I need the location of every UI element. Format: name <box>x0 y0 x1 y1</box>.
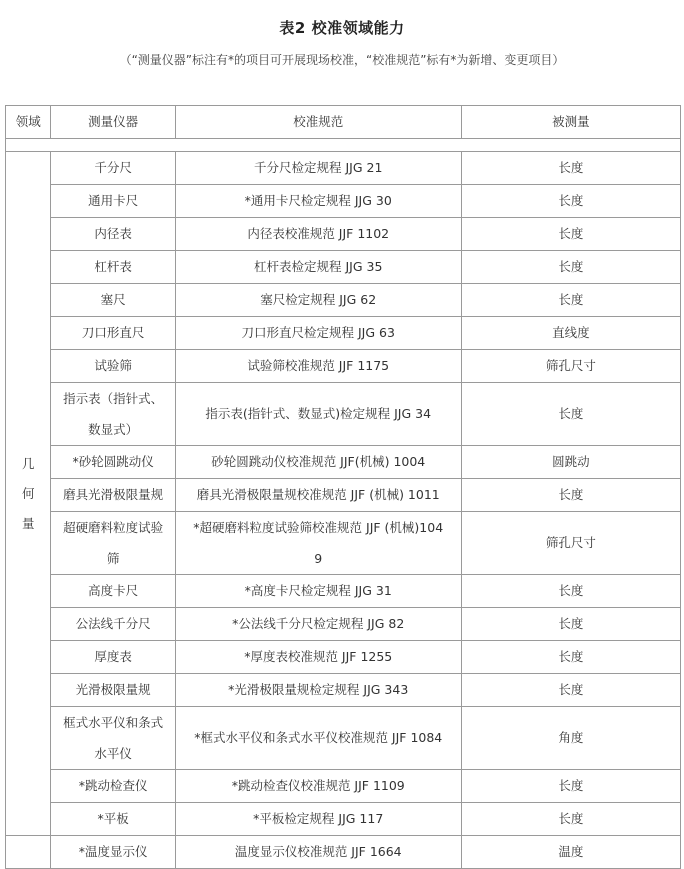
table-row <box>6 218 681 251</box>
table-title: 表2 校准领域能力 <box>279 19 405 37</box>
spec-cell: *光滑极限量规检定规程 JJG 343 <box>175 674 461 707</box>
table-row <box>6 479 681 512</box>
measurand-cell: 圆跳动 <box>461 446 680 479</box>
header-instrument: 测量仪器 <box>51 106 175 139</box>
spec-cell: 指示表(指针式、数显式)检定规程 JJG 34 <box>175 383 461 446</box>
instrument-cell: 试验筛 <box>51 350 175 383</box>
spec-cell: 砂轮圆跳动仪校准规范 JJF(机械) 1004 <box>175 446 461 479</box>
table-row <box>6 350 681 383</box>
instrument-cell: *平板 <box>51 803 175 836</box>
instrument-cell: 内径表 <box>51 218 175 251</box>
domain-char: 几 <box>21 455 35 471</box>
measurand-cell: 长度 <box>461 674 680 707</box>
measurand-cell: 长度 <box>461 152 680 185</box>
measurand-cell: 长度 <box>461 770 680 803</box>
instrument-cell: 高度卡尺 <box>51 575 175 608</box>
spec-cell: 磨具光滑极限量规校准规范 JJF (机械) 1011 <box>175 479 461 512</box>
measurand-cell: 角度 <box>461 707 680 770</box>
spec-cell: *厚度表校准规范 JJF 1255 <box>175 641 461 674</box>
instrument-cell: 刀口形直尺 <box>51 317 175 350</box>
instrument-cell: *温度显示仪 <box>51 836 175 869</box>
table-row <box>6 185 681 218</box>
measurand-cell: 筛孔尺寸 <box>461 350 680 383</box>
spec-line: *超硬磨料粒度试验筛校准规范 JJF (机械)104 <box>193 520 444 535</box>
instrument-line: 超硬磨料粒度试验 <box>63 520 164 535</box>
spec-cell: 杠杆表检定规程 JJG 35 <box>175 251 461 284</box>
instrument-cell: 塞尺 <box>51 284 175 317</box>
instrument-cell: 通用卡尺 <box>51 185 175 218</box>
spec-cell: 塞尺检定规程 JJG 62 <box>175 284 461 317</box>
spec-cell: *平板检定规程 JJG 117 <box>175 803 461 836</box>
spacer-row <box>6 139 681 152</box>
instrument-cell: *跳动检查仪 <box>51 770 175 803</box>
spacer-cell <box>6 139 681 152</box>
spec-cell: 温度显示仪校准规范 JJF 1664 <box>175 836 461 869</box>
table-row <box>6 707 681 770</box>
instrument-cell <box>51 707 175 770</box>
instrument-cell <box>51 512 175 575</box>
table-row <box>6 641 681 674</box>
spec-cell: 刀口形直尺检定规程 JJG 63 <box>175 317 461 350</box>
spec-line: 9 <box>314 551 323 566</box>
measurand-cell: 长度 <box>461 284 680 317</box>
spec-cell: *框式水平仪和条式水平仪校准规范 JJF 1084 <box>175 707 461 770</box>
header-measurand: 被测量 <box>461 106 680 139</box>
measurand-cell: 长度 <box>461 479 680 512</box>
instrument-cell: 千分尺 <box>51 152 175 185</box>
instrument-cell: 磨具光滑极限量规 <box>51 479 175 512</box>
spec-cell: *公法线千分尺检定规程 JJG 82 <box>175 608 461 641</box>
domain-char: 何 <box>21 485 35 501</box>
instrument-line: 数显式） <box>88 422 139 437</box>
measurand-cell: 温度 <box>461 836 680 869</box>
calibration-table <box>5 105 681 869</box>
table-row <box>6 608 681 641</box>
spec-cell: *跳动检查仪校准规范 JJF 1109 <box>175 770 461 803</box>
instrument-line: 水平仪 <box>94 746 132 761</box>
measurand-cell: 筛孔尺寸 <box>461 512 680 575</box>
table-row <box>6 836 681 869</box>
spec-cell: 试验筛校准规范 JJF 1175 <box>175 350 461 383</box>
measurand-cell: 直线度 <box>461 317 680 350</box>
table-row <box>6 803 681 836</box>
spec-cell: *通用卡尺检定规程 JJG 30 <box>175 185 461 218</box>
instrument-cell: 光滑极限量规 <box>51 674 175 707</box>
table-note: （“测量仪器”标注有*的项目可开展现场校准，“校准规范”标有*为新增、变更项目） <box>119 53 565 67</box>
instrument-cell <box>51 383 175 446</box>
table-row <box>6 284 681 317</box>
instrument-line: 框式水平仪和条式 <box>63 715 164 730</box>
instrument-line: 指示表（指针式、 <box>63 391 164 406</box>
table-row <box>6 383 681 446</box>
measurand-cell: 长度 <box>461 608 680 641</box>
header-row <box>6 106 681 139</box>
instrument-cell: 厚度表 <box>51 641 175 674</box>
table-row <box>6 152 681 185</box>
table-row <box>6 446 681 479</box>
domain-cell <box>6 152 51 836</box>
table-row <box>6 575 681 608</box>
header-domain: 领域 <box>6 106 51 139</box>
table-row <box>6 317 681 350</box>
header-spec: 校准规范 <box>175 106 461 139</box>
instrument-cell: 公法线千分尺 <box>51 608 175 641</box>
domain-char: 量 <box>21 515 35 531</box>
measurand-cell: 长度 <box>461 641 680 674</box>
table-row <box>6 512 681 575</box>
spec-cell: *高度卡尺检定规程 JJG 31 <box>175 575 461 608</box>
spec-cell <box>175 512 461 575</box>
measurand-cell: 长度 <box>461 218 680 251</box>
measurand-cell: 长度 <box>461 251 680 284</box>
spec-cell: 千分尺检定规程 JJG 21 <box>175 152 461 185</box>
table-row <box>6 251 681 284</box>
domain-cell-next <box>6 836 51 869</box>
table-row <box>6 770 681 803</box>
instrument-cell: 杠杆表 <box>51 251 175 284</box>
instrument-line: 筛 <box>106 551 120 566</box>
measurand-cell: 长度 <box>461 575 680 608</box>
instrument-cell: *砂轮圆跳动仪 <box>51 446 175 479</box>
table-row <box>6 674 681 707</box>
measurand-cell: 长度 <box>461 383 680 446</box>
measurand-cell: 长度 <box>461 803 680 836</box>
measurand-cell: 长度 <box>461 185 680 218</box>
spec-cell: 内径表校准规范 JJF 1102 <box>175 218 461 251</box>
